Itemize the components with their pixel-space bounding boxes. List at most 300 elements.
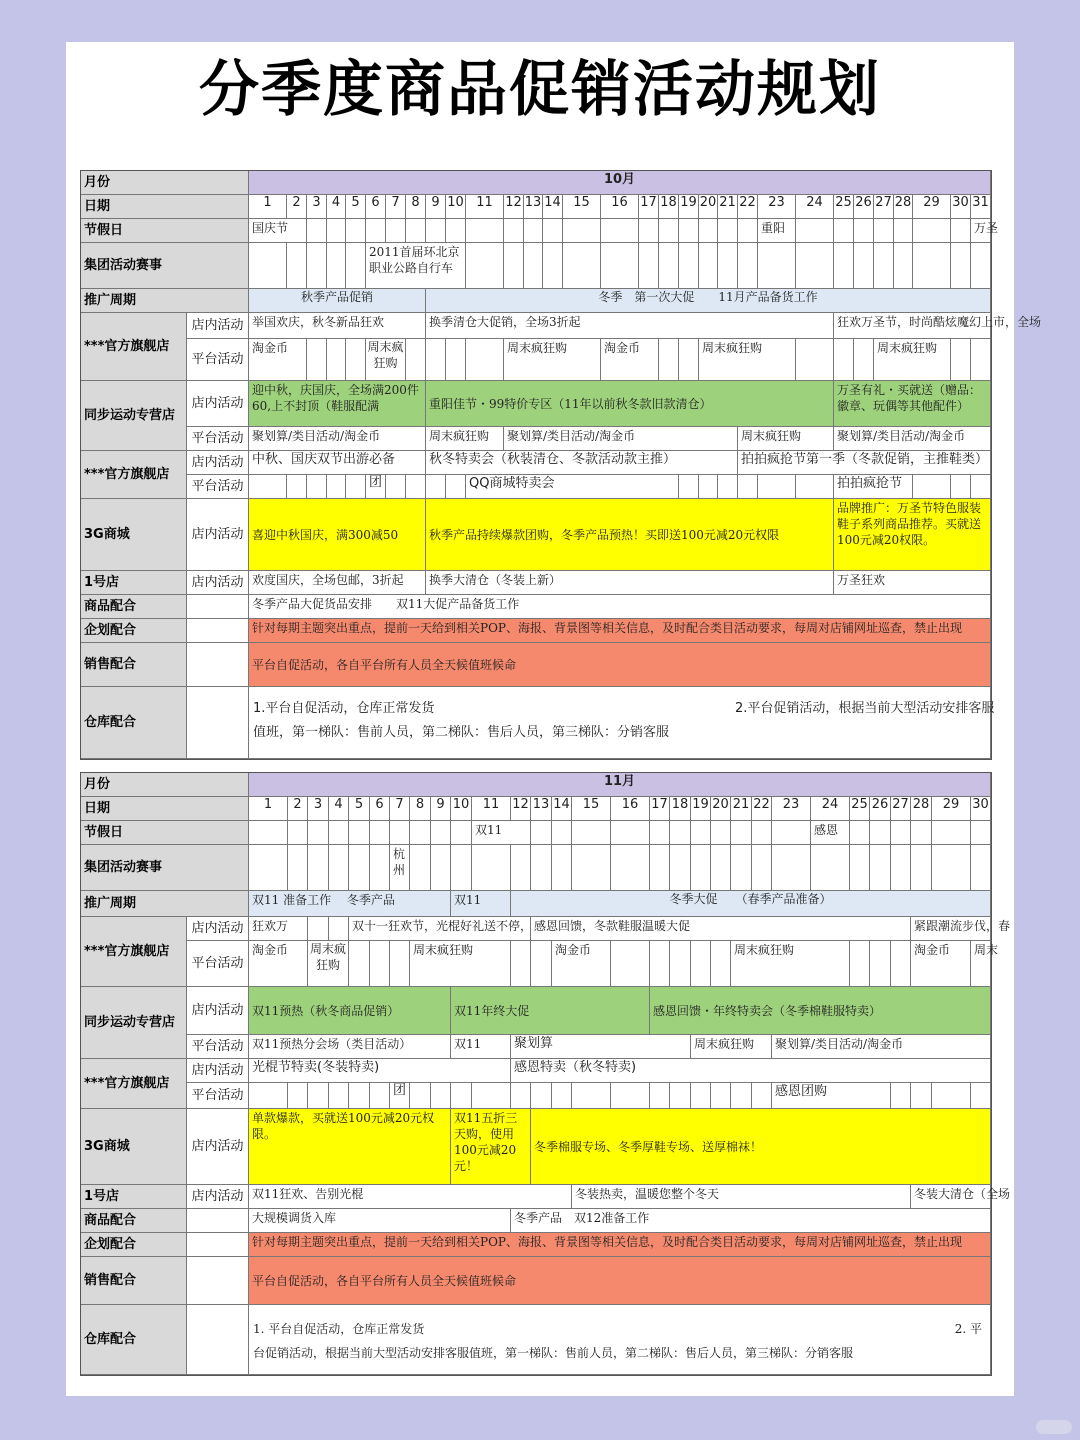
day-cell: 23 [758,195,796,219]
grid-cell [406,339,426,381]
holiday-cell: 万圣 [971,219,991,243]
grid-cell [718,475,738,499]
platform-label: 平台活动 [187,1035,249,1059]
grid-cell [951,339,971,381]
grid-cell [731,845,752,891]
day-cell: 12 [504,195,524,219]
day-cell: 26 [870,797,891,821]
warehouse-cell [249,1305,991,1375]
instore-label: 店内活动 [187,499,249,571]
grid-cell [932,845,971,891]
platform-label: 平台活动 [187,1083,249,1109]
grid-cell [670,941,691,987]
grid-cell [758,475,796,499]
day-cell: 8 [406,195,426,219]
goods-sub [187,1209,249,1233]
planning-label: 企划配合 [81,619,187,643]
grid-cell [932,821,971,845]
grid-cell [679,475,699,499]
official-platform-weekend: 周末疯狂购 [410,941,511,987]
sales-cell: 平台自促活动，各自平台所有人员全天候值班候命 [249,1257,991,1305]
grid-cell [572,845,611,891]
grid-cell [691,1083,711,1109]
day-cell: 29 [932,797,971,821]
grid-cell [951,243,971,289]
grid-cell [552,1083,572,1109]
grid-cell [511,941,531,987]
grid-cell [446,339,466,381]
day-cell: 17 [650,797,670,821]
day-cell: 20 [711,797,731,821]
grid-cell [891,821,911,845]
grid-cell [971,243,991,289]
grid-cell [307,243,327,289]
goods-label: 商品配合 [81,595,187,619]
grid-cell [187,687,249,759]
grid-cell [738,475,758,499]
grid-cell [349,1083,370,1109]
day-cell: 5 [346,195,366,219]
grid-cell [951,475,971,499]
mall-3g-b: 双11五折三天购，使用100元减20元！ [451,1109,531,1185]
day-cell: 3 [307,195,327,219]
november-sheet [80,772,1011,1376]
grid-cell [894,219,913,243]
holiday-cell: 重阳 [758,219,796,243]
grid-cell [466,243,504,289]
official-instore-b: 双十一狂欢节，光棍好礼送不停， [349,917,531,941]
warehouse-label: 仓库配合 [81,687,187,759]
sync-instore-c: 感恩回馈・年终特卖会（冬季棉鞋服特卖） [650,987,991,1035]
grid-cell [854,339,874,381]
official-platform-weekend: 周末疯狂购 [699,339,796,381]
grid-cell [691,845,711,891]
warehouse-line-1: 1. 平台自促活动，仓库正常发货 [253,1322,425,1336]
grid-cell [410,1083,431,1109]
official-instore-b: 换季清仓大促销，全场3折起 [426,313,834,339]
grid-cell [287,243,307,289]
goods-b: 冬季产品 双12准备工作 [511,1209,991,1233]
day-cell: 1 [249,195,287,219]
grid-cell [670,821,691,845]
grid-cell [329,917,349,941]
instore-label: 店内活动 [187,987,249,1035]
grid-cell [327,243,346,289]
day-cell: 29 [913,195,951,219]
official-store-b-label: ***官方旗舰店 [81,451,187,499]
grid-cell [451,821,472,845]
grid-cell [307,339,327,381]
instore-label: 店内活动 [187,313,249,339]
month-label: 月份 [81,171,249,195]
grid-cell [834,339,854,381]
grid-cell [504,219,524,243]
instore-label: 店内活动 [187,571,249,595]
grid-cell [307,475,327,499]
grid-cell [752,821,772,845]
warehouse-line-1: 1.平台自促活动，仓库正常发货 [253,701,435,716]
grid-cell [370,821,390,845]
grid-cell [511,1083,531,1109]
grid-cell [552,821,572,845]
ob-platform-qq: QQ商城特卖会 [466,475,679,499]
grid-cell [699,243,718,289]
grid-cell [971,475,991,499]
grid-cell [531,1083,552,1109]
date-label: 日期 [81,797,249,821]
grid-cell [611,845,650,891]
grid-cell [891,845,911,891]
grid-cell [650,821,670,845]
grid-cell [406,475,426,499]
grid-cell [446,219,466,243]
grid-cell [911,845,932,891]
grid-cell [288,845,308,891]
grid-cell [187,619,249,643]
day-cell: 24 [811,797,850,821]
grid-cell [329,1083,349,1109]
grid-cell [911,1083,932,1109]
grid-cell [410,845,431,891]
day-cell: 1 [249,797,288,821]
grid-cell [731,1083,752,1109]
day-cell: 11 [466,195,504,219]
grid-cell [894,243,913,289]
sync-platform-d: 周末疯狂购 [738,427,834,451]
grid-cell [531,821,552,845]
grid-cell [329,821,349,845]
official-instore-d: 紧跟潮流步伐，春 [911,917,991,941]
grid-cell [913,243,951,289]
day-cell: 30 [951,195,971,219]
platform-label: 平台活动 [187,339,249,381]
grid-cell [524,219,543,243]
grid-cell [850,845,870,891]
goods-cell: 冬季产品大促货品安排 双11大促产品备货工作 [249,595,991,619]
grid-cell [431,1083,451,1109]
grid-cell [711,821,731,845]
day-cell: 4 [329,797,349,821]
grid-cell [370,845,390,891]
ob-instore-b: 秋冬特卖会（秋装清仓、冬款活动款主推） [426,451,738,475]
day-cell: 27 [891,797,911,821]
grid-cell [187,595,249,619]
grid-cell [472,845,511,891]
day-cell: 13 [524,195,543,219]
sync-platform-b: 周末疯狂购 [426,427,504,451]
group-event-cell: 2011首届环北京职业公路自行车 [366,243,466,289]
grid-cell [870,941,891,987]
day-cell: 10 [446,195,466,219]
grid-cell [854,219,874,243]
grid-cell [639,219,659,243]
grid-cell [752,845,772,891]
grid-cell [308,1083,329,1109]
grid-cell [932,1083,971,1109]
day-cell: 2 [288,797,308,821]
grid-cell [834,219,854,243]
sync-store-label: 同步运动专营店 [81,987,187,1059]
grid-cell [572,821,611,845]
grid-cell [346,243,366,289]
grid-cell [446,475,466,499]
sync-store-label: 同步运动专营店 [81,381,187,451]
grid-cell [572,1083,611,1109]
day-cell: 10 [451,797,472,821]
grid-cell [552,845,572,891]
grid-cell [346,339,366,381]
day-cell: 19 [679,195,699,219]
grid-cell [650,1083,670,1109]
ob-instore-b: 感恩特卖（秋冬特卖) [511,1059,991,1083]
day-cell: 18 [670,797,691,821]
grid-cell [431,845,451,891]
ob-platform-group: 团 [390,1083,410,1109]
grid-cell [758,243,796,289]
ob-platform-thanks: 感恩团购 [772,1083,891,1109]
grid-cell [870,845,891,891]
grid-cell [426,339,446,381]
platform-label: 平台活动 [187,427,249,451]
group-events-label: 集团活动赛事 [81,845,249,891]
warehouse-line-3: 值班，第一梯队：售前人员，第二梯队：售后人员，第三梯队：分销客服 [253,725,670,740]
day-cell: 4 [327,195,346,219]
day-cell: 9 [431,797,451,821]
grid-cell [796,243,834,289]
sync-platform-d: 周末疯狂购 [691,1035,772,1059]
grid-cell [308,845,329,891]
sync-platform-e: 聚划算/类目活动/淘金币 [834,427,991,451]
day-cell: 13 [531,797,552,821]
instore-label: 店内活动 [187,1109,249,1185]
official-store-label: ***官方旗舰店 [81,917,187,987]
grid-cell [691,821,711,845]
planning-label: 企划配合 [81,1233,187,1257]
grid-cell [466,339,504,381]
grid-cell [913,219,951,243]
grid-cell [431,821,451,845]
day-cell: 6 [366,195,386,219]
grid-cell [874,243,894,289]
grid-cell [349,821,370,845]
grid-cell [249,243,287,289]
grid-cell [386,475,406,499]
official-store-label: ***官方旗舰店 [81,313,187,381]
sync-platform-c: 聚划算/类目活动/淘金币 [504,427,738,451]
warehouse-cell [249,687,995,759]
grid-cell [874,219,894,243]
grid-cell [659,243,679,289]
sync-instore-a: 双11预热（秋冬商品促销） [249,987,451,1035]
grid-cell [611,1083,650,1109]
official-platform-taojinbi: 淘金币 [552,941,611,987]
grid-cell [346,475,366,499]
date-label: 日期 [81,195,249,219]
grid-cell [451,845,472,891]
sync-platform-a: 聚划算/类目活动/淘金币 [249,427,426,451]
grid-cell [531,845,552,891]
grid-cell [451,1083,472,1109]
grid-cell [563,219,601,243]
grid-cell [650,941,670,987]
official-platform-weekend: 周末疯狂购 [504,339,601,381]
holiday-label: 节假日 [81,219,249,243]
official-platform-weekend: 周末疯狂购 [366,339,406,381]
grid-cell [386,219,406,243]
goods-label: 商品配合 [81,1209,187,1233]
day-cell: 28 [911,797,932,821]
day-cell: 28 [894,195,913,219]
holiday-label: 节假日 [81,821,249,845]
ob-instore-a: 光棍节特卖(冬装特卖) [249,1059,511,1083]
warehouse-line-2: 2. 平 [954,1322,982,1336]
mall-3g-label: 3G商城 [81,1109,187,1185]
grid-cell [772,845,811,891]
ob-platform-paipai: 拍拍疯抢节 [834,475,913,499]
day-cell: 23 [772,797,811,821]
grid-cell [796,339,834,381]
instore-label: 店内活动 [187,451,249,475]
store1-label: 1号店 [81,571,187,595]
grid-cell [327,219,346,243]
mall-3g-c: 品牌推广：万圣节特色服装鞋子系列商品推荐。买就送100元减20权限。 [834,499,991,571]
grid-cell [679,339,699,381]
day-cell: 30 [971,797,991,821]
grid-cell [911,821,932,845]
grid-cell [349,845,370,891]
grid-cell [308,917,329,941]
goods-a: 大规模调货入库 [249,1209,511,1233]
grid-cell [772,821,811,845]
grid-cell [670,1083,691,1109]
promo-cycle-winter: 冬季 第一次大促 11月产品备货工作 [426,289,991,313]
warehouse-line-2: 2.平台促销活动，根据当前大型活动安排客服 [735,701,995,716]
day-cell: 12 [511,797,531,821]
day-cell: 15 [563,195,601,219]
grid-cell [426,475,446,499]
sales-label: 销售配合 [81,1257,187,1305]
grid-cell [679,243,699,289]
month-label: 月份 [81,773,249,797]
grid-cell [951,219,971,243]
grid-cell [699,475,718,499]
grid-cell [659,339,679,381]
grid-cell [390,821,410,845]
grid-cell [718,219,738,243]
platform-label: 平台活动 [187,941,249,987]
grid-cell [563,243,601,289]
day-cell: 7 [386,195,406,219]
instore-label: 店内活动 [187,1185,249,1209]
instore-label: 店内活动 [187,917,249,941]
day-cell: 14 [543,195,563,219]
day-cell: 21 [731,797,752,821]
grid-cell [466,219,504,243]
grid-cell [390,941,410,987]
day-cell: 26 [854,195,874,219]
grid-cell [370,941,390,987]
official-instore-c: 狂欢万圣节，时尚酷炫魔幻上市，全场 [834,313,991,339]
grid-cell [679,219,699,243]
grid-cell [639,243,659,289]
promo-cycle-d11: 双11 [451,891,511,917]
grid-cell [504,243,524,289]
official-store-b-label: ***官方旗舰店 [81,1059,187,1109]
sync-platform-e: 聚划算/类目活动/淘金币 [772,1035,991,1059]
store1-a: 欢度国庆，全场包邮，3折起 [249,571,426,595]
sales-cell: 平台自促活动，各自平台所有人员全天候值班候命 [249,643,991,687]
day-cell: 16 [611,797,650,821]
day-cell: 25 [834,195,854,219]
planning-cell: 针对每期主题突出重点，提前一天给到相关POP、海报、背景图等相关信息，及时配合类目活动要求，每周对店铺网址巡查，禁止出现 [249,1233,991,1257]
holiday-cell: 感恩 [811,821,850,845]
grid-cell [611,821,650,845]
grid-cell [971,845,991,891]
day-cell: 11 [472,797,511,821]
day-cell: 18 [659,195,679,219]
grid-cell [543,219,563,243]
day-cell: 25 [850,797,870,821]
day-cell: 31 [971,195,991,219]
sync-instore-c: 万圣有礼・买就送（赠品：徽章、玩偶等其他配件） [834,381,991,427]
grid-cell [187,1257,249,1305]
grid-cell [850,821,870,845]
grid-cell [406,219,426,243]
grid-cell [349,941,370,987]
sync-platform-c: 聚划算 [511,1035,691,1059]
day-cell: 22 [738,195,758,219]
grid-cell [659,219,679,243]
day-cell: 24 [796,195,834,219]
store1-b: 换季大清仓（冬装上新） [426,571,834,595]
official-instore-a: 狂欢万 [249,917,308,941]
day-cell: 15 [572,797,611,821]
grid-cell [670,845,691,891]
official-platform-taojinbi: 淘金币 [911,941,971,987]
grid-cell [187,1233,249,1257]
grid-cell [711,1083,731,1109]
grid-cell [691,941,711,987]
grid-cell [811,845,850,891]
grid-cell [850,941,870,987]
grid-cell [327,475,346,499]
sync-platform-a: 双11预热分会场（类目活动） [249,1035,451,1059]
ob-platform-group: 团 [366,475,386,499]
ob-instore-a: 中秋、国庆双节出游必备 [249,451,426,475]
store1-label: 1号店 [81,1185,187,1209]
grid-cell [891,941,911,987]
grid-cell [249,845,288,891]
day-cell: 5 [349,797,370,821]
mall-3g-label: 3G商城 [81,499,187,571]
promo-cycle-winter: 冬季大促 （春季产品准备） [511,891,991,917]
grid-cell [796,475,834,499]
grid-cell [524,243,543,289]
month-header: 10月 [249,171,991,195]
official-instore-c: 感恩回馈，冬款鞋服温暖大促 [531,917,911,941]
official-platform-taojinbi: 淘金币 [249,941,308,987]
day-cell: 8 [410,797,431,821]
grid-cell [971,821,991,845]
group-event-cell: 杭州 [390,845,410,891]
store1-c: 冬装大清仓（全场 [911,1185,991,1209]
corner-badge [1036,1420,1072,1434]
grid-cell [738,219,758,243]
grid-cell [543,243,563,289]
grid-cell [891,1083,911,1109]
platform-label: 平台活动 [187,475,249,499]
store1-a: 双11狂欢、告别光棍 [249,1185,572,1209]
